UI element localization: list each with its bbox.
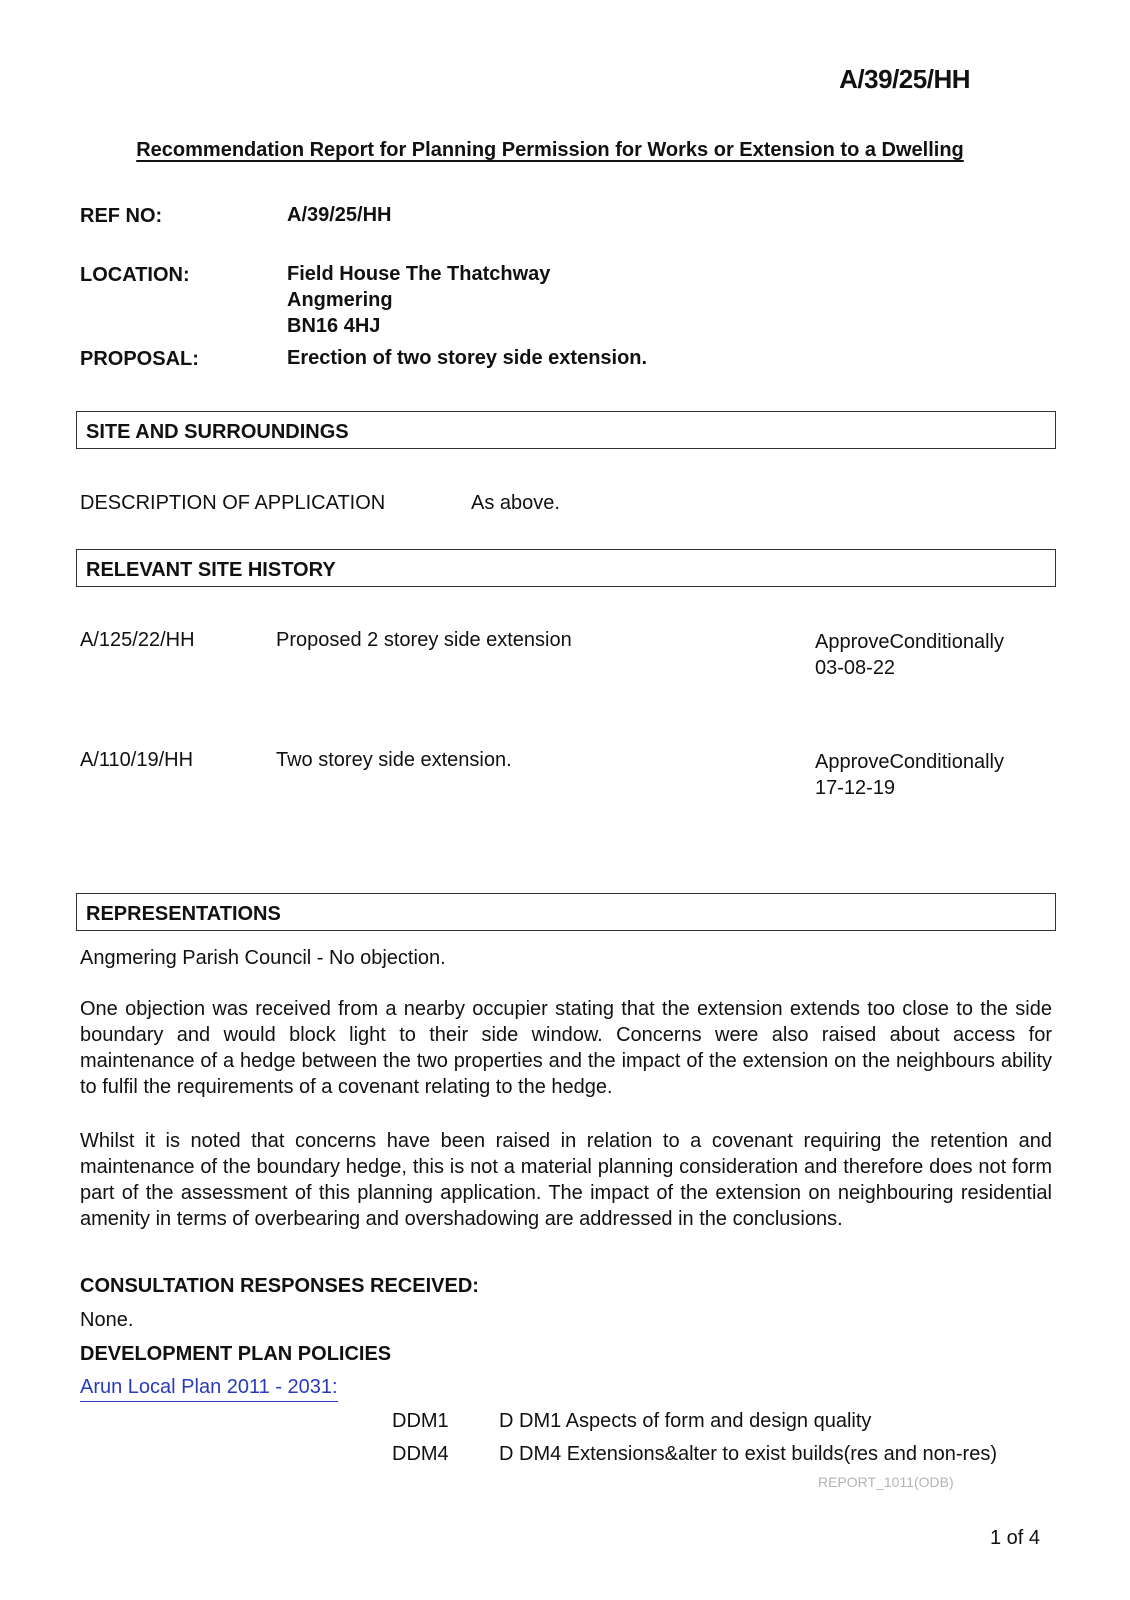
report-title-text: Recommendation Report for Planning Permission for Works or Extension to a Dwelling (136, 139, 964, 161)
history-decision (815, 749, 1004, 801)
history-description: Two storey side extension. (276, 749, 512, 771)
policies-heading: DEVELOPMENT PLAN POLICIES (80, 1343, 392, 1365)
proposal-label: PROPOSAL: (80, 348, 199, 370)
ref-label: REF NO: (80, 205, 163, 227)
history-ref: A/125/22/HH (80, 629, 195, 651)
ref-value: A/39/25/HH (287, 204, 392, 226)
representation-paragraph: One objection was received from a nearby occupier stating that the extension extends too close to the side boundary and would block light to their side window. Concerns were also raised about access for maintenance of a hedge between the two properties and the impact of the extension on the neighbours ability to fulfil the requirements of a covenant relating to the hedge. (80, 998, 1052, 1098)
policy-description: D DM4 Extensions&alter to exist builds(res and non-res) (499, 1443, 997, 1465)
location-value (287, 261, 550, 339)
local-plan-link[interactable]: Arun Local Plan 2011 - 2031: (80, 1376, 338, 1402)
report-code: REPORT_1011(ODB) (818, 1474, 954, 1490)
representation-paragraph: Angmering Parish Council - No objection. (80, 947, 446, 969)
policy-description: D DM1 Aspects of form and design quality (499, 1410, 872, 1432)
location-line: Angmering (287, 289, 393, 311)
representation-paragraph: Whilst it is noted that concerns have been raised in relation to a covenant requiring the retention and maintenance of the boundary hedge, this is not a material planning consideration and therefore does not form part of the assessment of this planning application. The impact of the extension on neighbouring residential amenity in terms of overbearing and overshadowing are addressed in the conclusions. (80, 1130, 1052, 1230)
policy-code: DDM1 (392, 1410, 449, 1432)
section-site-and-surroundings (76, 411, 1056, 449)
proposal-value: Erection of two storey side extension. (287, 347, 648, 369)
location-line: BN16 4HJ (287, 315, 381, 337)
location-line: Field House The Thatchway (287, 263, 551, 285)
section-heading: SITE AND SURROUNDINGS (86, 421, 349, 443)
history-decision-date: 17-12-19 (815, 777, 896, 799)
page-number: 1 of 4 (990, 1527, 1041, 1549)
history-decision-text: ApproveConditionally (815, 631, 1005, 653)
policy-code: DDM4 (392, 1443, 449, 1465)
location-label: LOCATION: (80, 264, 190, 286)
history-decision (815, 629, 1004, 681)
report-title (0, 139, 1100, 162)
history-decision-text: ApproveConditionally (815, 751, 1005, 773)
consultation-value: None. (80, 1309, 134, 1331)
section-heading: RELEVANT SITE HISTORY (86, 559, 336, 581)
section-representations (76, 893, 1056, 931)
section-heading: REPRESENTATIONS (86, 903, 281, 925)
history-description: Proposed 2 storey side extension (276, 629, 572, 651)
history-decision-date: 03-08-22 (815, 657, 896, 679)
history-ref: A/110/19/HH (80, 749, 194, 771)
consultation-heading: CONSULTATION RESPONSES RECEIVED: (80, 1275, 479, 1297)
description-value: As above. (471, 492, 560, 514)
section-site-history (76, 549, 1056, 587)
header-reference: A/39/25/HH (839, 64, 970, 94)
description-label: DESCRIPTION OF APPLICATION (80, 492, 386, 514)
